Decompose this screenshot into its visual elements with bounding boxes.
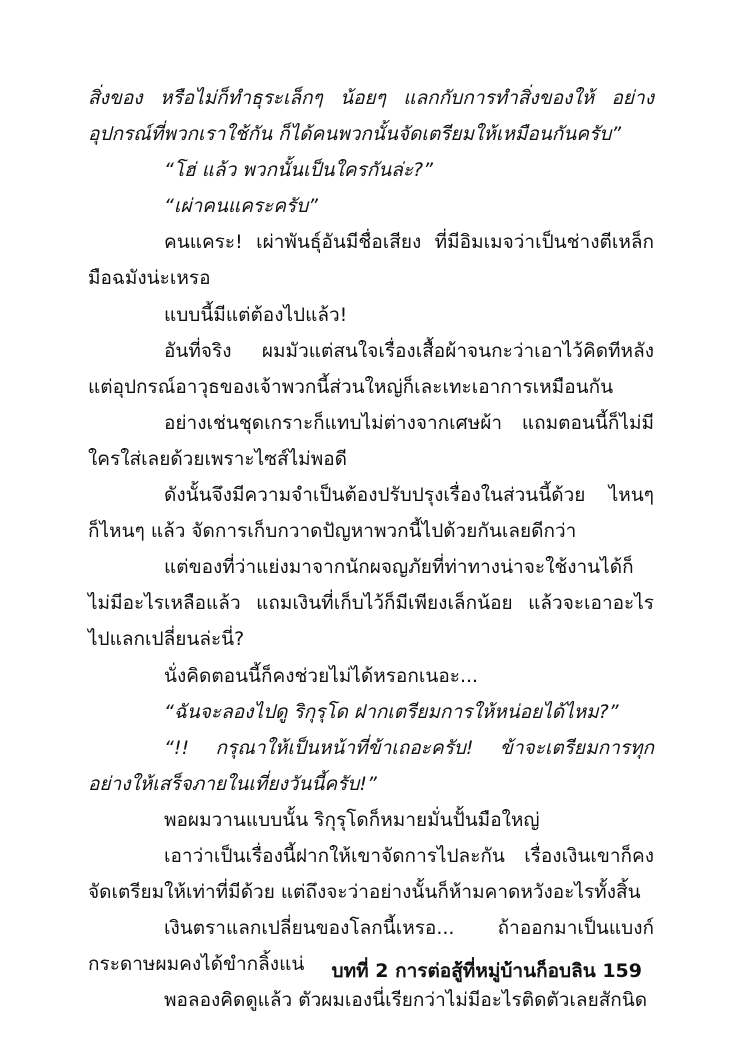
- paragraph-3: “เผ่าคนแคระครับ”: [164, 195, 319, 218]
- paragraph-10: นั่งคิดตอนนี้ก็คงช่วยไม่ได้หรอกเนอะ...: [164, 664, 479, 687]
- paragraph-14: เอาว่าเป็นเรื่องนี้ฝากให้เขาจัดการไปละกัน เรื่องเงินเขาก็คงจัดเตรียมให้เท่าที่มีด้วย แต่ถึงจะว่าอย่างนั้นก็ห้ามคาดหวังอะไรทั้งสิ้น: [88, 844, 654, 904]
- page-number: 159: [602, 960, 642, 982]
- page-footer: [332, 956, 642, 986]
- paragraph-6: อันที่จริง ผมมัวแต่สนใจเรื่องเสื้อผ้าจนกะว่าเอาไว้คิดทีหลัง แต่อุปกรณ์อาวุธของเจ้าพวกนี้ส่วนใหญ่ก็เละเทะเอาการเหมือนกัน: [88, 339, 654, 398]
- paragraph-8: ดังนั้นจึงมีความจำเป็นต้องปรับปรุงเรื่องในส่วนนี้ด้วย ไหนๆ ก็ไหนๆ แล้ว จัดการเก็บกวาดปัญหาพวกนี้ไปด้วยกันเลยดีกว่า: [88, 484, 654, 543]
- paragraph-7: อย่างเช่นชุดเกราะก็แทบไม่ต่างจากเศษผ้า แถมตอนนี้ก็ไม่มีใครใส่เลยด้วยเพราะไซส์ไม่พอดี: [88, 411, 654, 470]
- paragraph-2: “โฮ่ แล้ว พวกนั้นเป็นใครกันล่ะ?”: [164, 159, 433, 182]
- paragraph-11: “ฉันจะลองไปดู ริกุรุโด ฝากเตรียมการให้หน่อยได้ไหม?”: [164, 700, 619, 723]
- paragraph-9: แต่ของที่ว่าแย่งมาจากนักผจญภัยที่ท่าทางน่าจะใช้งานได้ก็ไม่มีอะไรเหลือแล้ว แถมเงินที่เก็บไว้ก็มีเพียงเล็กน้อย แล้วจะเอาอะไรไปแลกเปลี่ยนล่ะนี่?: [88, 556, 654, 651]
- paragraph-5: แบบนี้มีแต่ต้องไปแล้ว!: [164, 303, 348, 326]
- book-page-body: [88, 80, 654, 1018]
- paragraph-13: พอผมวานแบบนั้น ริกุรุโดก็หมายมั่นปั้นมือใหญ่: [164, 808, 540, 831]
- paragraph-1: สิ่งของ หรือไม่ก็ทำธุระเล็กๆ น้อยๆ แลกกับการทำสิ่งของให้ อย่างอุปกรณ์ที่พวกเราใช้กัน ก็ได้คนพวกนั้นจัดเตรียมให้เหมือนกันครับ”: [88, 87, 654, 146]
- paragraph-4: คนแคระ! เผ่าพันธุ์อันมีชื่อเสียง ที่มีอิมเมจว่าเป็นช่างตีเหล็กมือฉมังน่ะเหรอ: [88, 231, 654, 290]
- paragraph-12: “!! กรุณาให้เป็นหน้าที่ข้าเถอะครับ! ข้าจะเตรียมการทุกอย่างให้เสร็จภายในเที่ยงวันนี้ครับ!”: [88, 736, 654, 795]
- paragraph-15: เงินตราแลกเปลี่ยนของโลกนี้เหรอ... ถ้าออกมาเป็นแบงก์กระดาษผมคงได้ขำกลิ้งแน่: [88, 917, 654, 976]
- paragraph-16: พอลองคิดดูแล้ว ตัวผมเองนี่เรียกว่าไม่มีอะไรติดตัวเลยสักนิด: [164, 989, 648, 1012]
- chapter-title: บทที่ 2 การต่อสู้ที่หมู่บ้านก็อบลิน: [331, 960, 596, 982]
